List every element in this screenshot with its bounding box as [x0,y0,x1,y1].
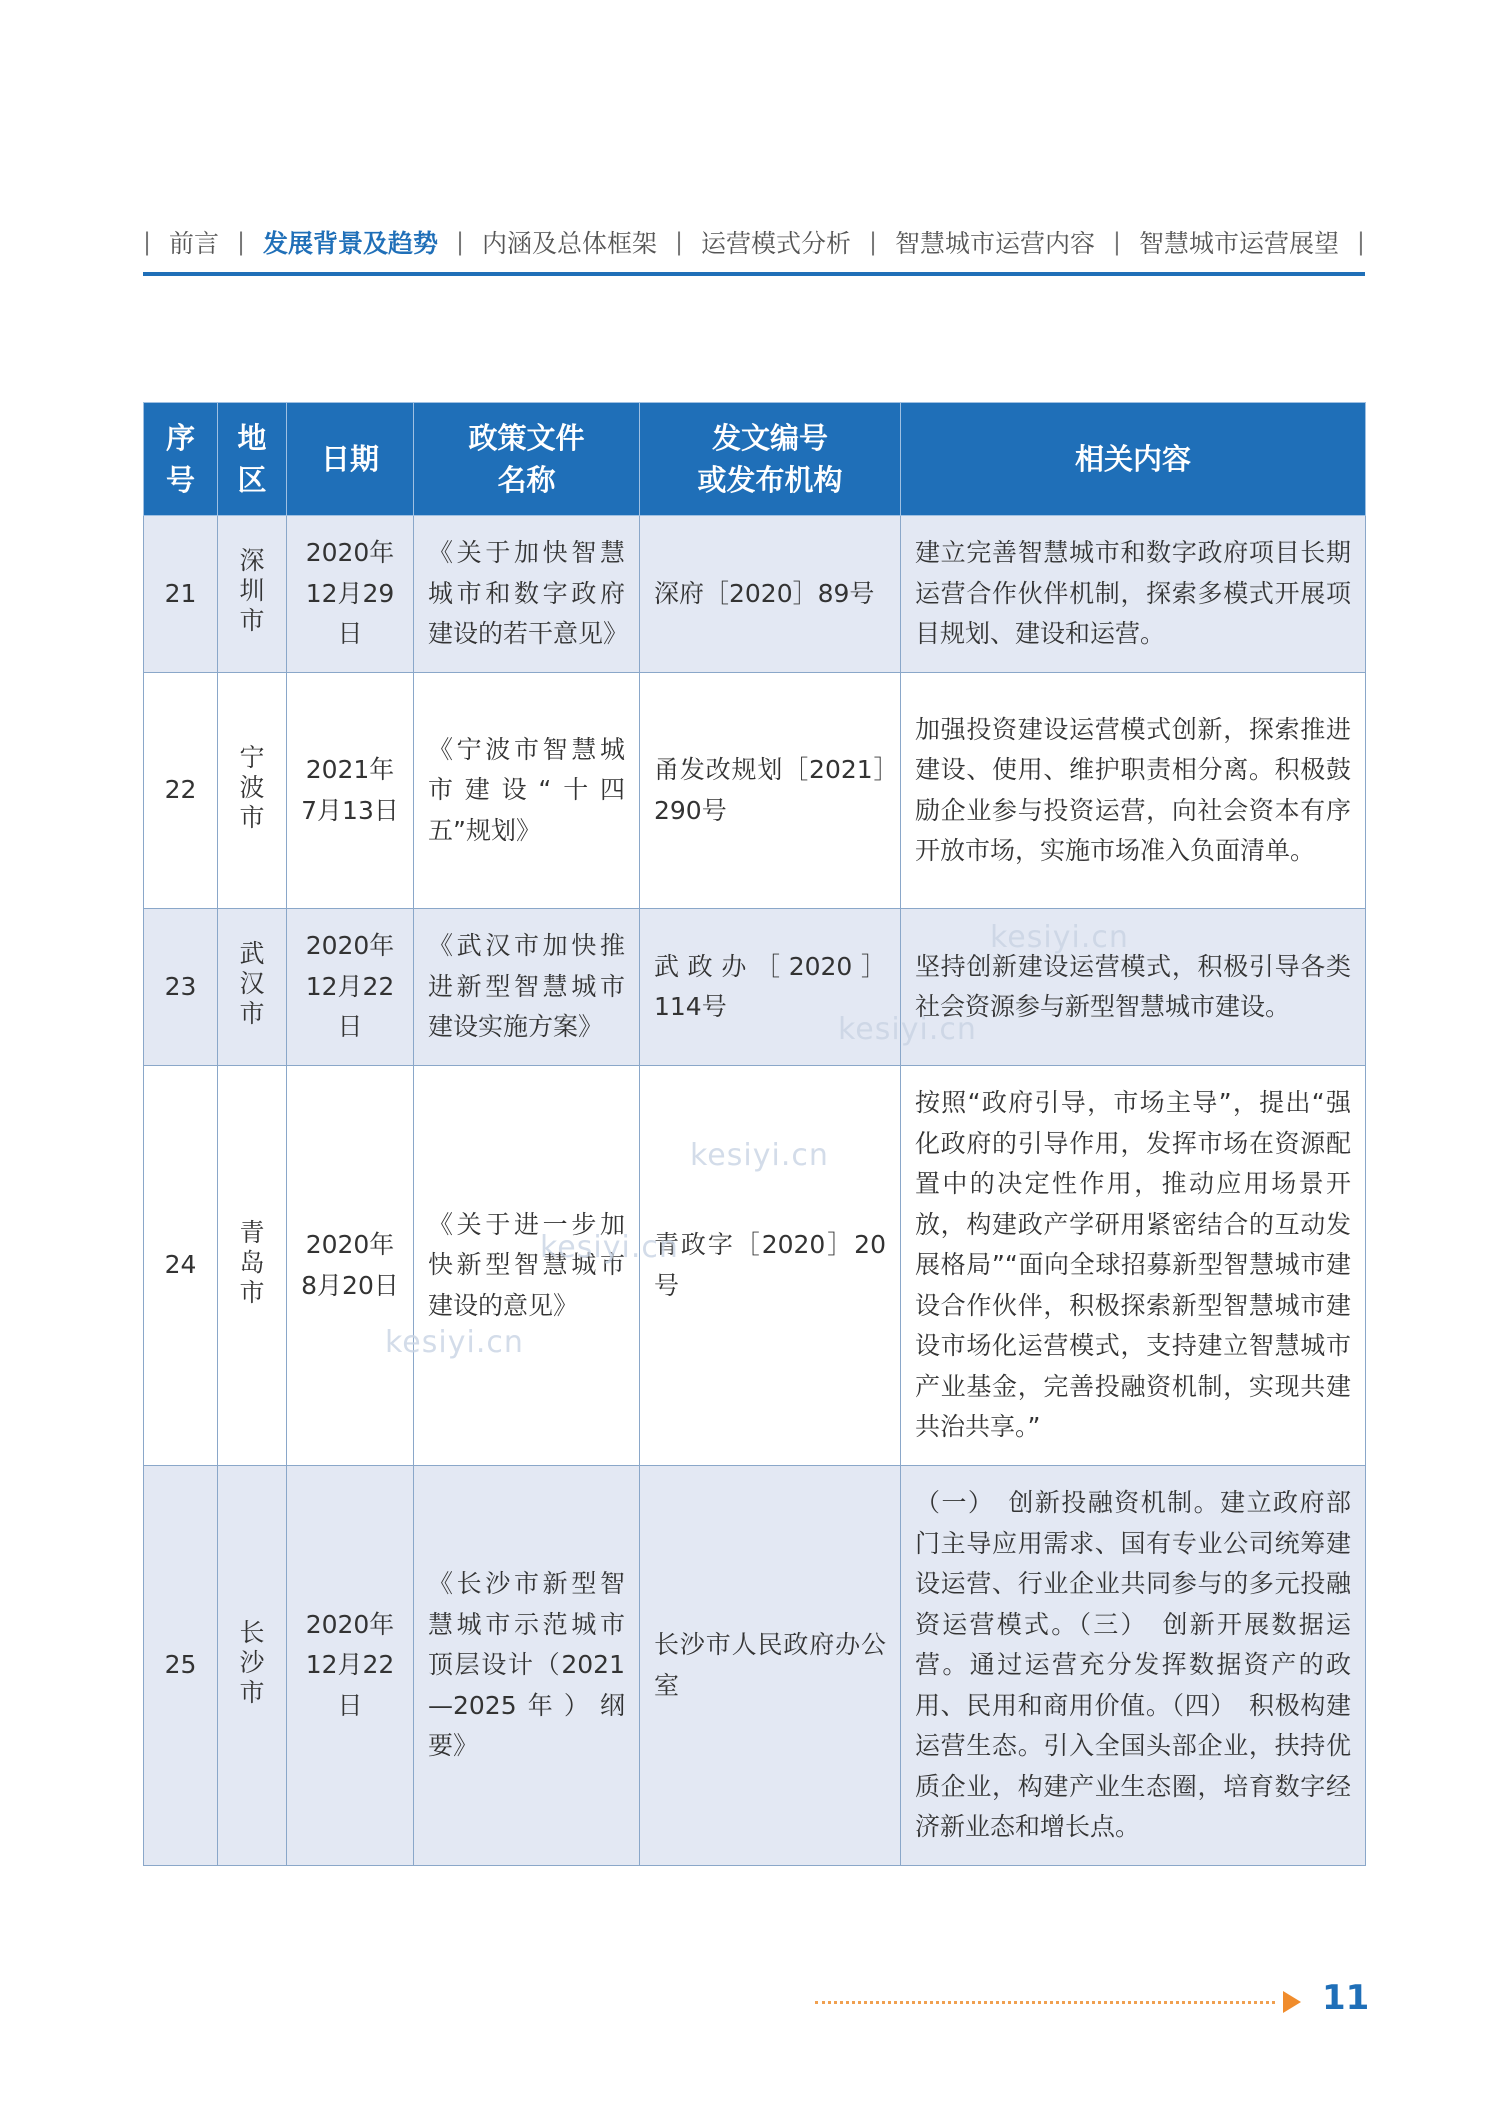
nav-separator: | [236,228,246,256]
header-date: 日期 [287,403,414,516]
cell-content: 建立完善智慧城市和数字政府项目长期运营合作伙伴机制，探索多模式开展项目规划、建设和运营。 [901,516,1366,673]
cell-date-year: 2020年 [305,1609,395,1639]
cell-date [287,909,414,1066]
watermark: kesiyi.cn [838,1012,977,1047]
nav-separator: | [868,228,878,256]
policy-table [143,402,1366,1866]
cell-doc: 《关于加快智慧城市和数字政府建设的若干意见》 [414,516,640,673]
header-num-line2: 号 [165,463,195,497]
nav-separator: | [1356,228,1365,256]
header-num-line1: 序 [165,421,195,455]
nav-item-preface[interactable]: 前言 [169,229,220,258]
table-row [144,516,1366,673]
cell-issuer: 长沙市人民政府办公室 [640,1466,901,1866]
table-row [144,909,1366,1066]
header-issuer-line2: 或发布机构 [697,463,843,497]
page-number: 11 [1322,1978,1370,2018]
nav-separator: | [143,228,152,256]
header-doc-line1: 政策文件 [468,421,585,455]
cell-num: 25 [144,1466,218,1866]
cell-date-md: 8月20日 [301,1270,399,1300]
cell-issuer: 深府［2020］89号 [640,516,901,673]
header-region-line1: 地 [237,421,267,455]
nav-item-background-trends[interactable]: 发展背景及趋势 [263,229,439,258]
nav-underline [143,272,1365,276]
cell-region [218,1066,287,1466]
header-issuer-line1: 发文编号 [711,421,828,455]
cell-content: （一） 创新投融资机制。建立政府部门主导应用需求、国有专业公司统筹建设运营、行业企业共同参与的多元投融资运营模式。（三） 创新开展数据运营。通过运营充分发挥数据资产的政用、民用和商用价值。（四） 积极构建运营生态。引入全国头部企业，扶持优质企业，构建产业生态圈，培育数字经济新业态和增长点。 [901,1466,1366,1866]
cell-date-md: 12月22日 [305,971,395,1042]
cell-date-md: 12月22日 [305,1650,395,1720]
nav-item-framework[interactable]: 内涵及总体框架 [482,229,658,258]
cell-date-year: 2021年 [305,755,395,784]
header-region [218,403,287,516]
header-issuer [640,403,901,516]
cell-date [287,516,414,673]
nav-separator: | [1112,228,1122,256]
cell-date-md: 7月13日 [301,795,399,825]
cell-doc: 《关于进一步加快新型智慧城市建设的意见》 [414,1066,640,1466]
cell-num: 22 [144,673,218,909]
cell-content: 加强投资建设运营模式创新，探索推进建设、使用、维护职责相分离。积极鼓励企业参与投资运营，向社会资本有序开放市场，实施市场准入负面清单。 [901,673,1366,909]
cell-num: 21 [144,516,218,673]
cell-region-text: 青岛市 [239,1217,265,1307]
header-doc [414,403,640,516]
watermark: kesiyi.cn [690,1138,829,1173]
cell-region-text: 武汉市 [239,939,265,1029]
cell-date [287,1466,414,1866]
nav-separator: | [455,228,465,256]
watermark: kesiyi.cn [990,920,1129,955]
nav-separator: | [674,228,684,256]
cell-date [287,673,414,909]
cell-issuer: 武政办［2020］114号 [640,909,901,1066]
cell-date-md: 12月29日 [305,578,395,649]
header-content: 相关内容 [901,403,1366,516]
nav-item-operation-content[interactable]: 智慧城市运营内容 [894,229,1095,258]
cell-doc: 《长沙市新型智慧城市示范城市顶层设计（2021—2025年）纲要》 [414,1466,640,1866]
cell-region [218,1466,287,1866]
cell-date-year: 2020年 [305,1230,395,1259]
table-header-row [144,403,1366,516]
cell-date-year: 2020年 [305,538,395,568]
cell-doc: 《宁波市智慧城市建设“十四五”规划》 [414,673,640,909]
cell-issuer: 甬发改规划［2021］290号 [640,673,901,909]
header-num [144,403,218,516]
section-nav [143,218,1365,266]
cell-region [218,909,287,1066]
cell-issuer: 青政字［2020］20号 [640,1066,901,1466]
cell-num: 24 [144,1066,218,1466]
table-row [144,1466,1366,1866]
cell-date-year: 2020年 [305,931,395,961]
cell-content: 按照“政府引导，市场主导”，提出“强化政府的引导作用，发挥市场在资源配置中的决定性作用，推动应用场景开放，构建政产学研用紧密结合的互动发展格局”“面向全球招募新型智慧城市建设合作伙伴，积极探索新型智慧城市建设市场化运营模式，支持建立智慧城市产业基金，完善投融资机制，实现共建共治共享。” [901,1066,1366,1466]
nav-item-operation-models[interactable]: 运营模式分析 [700,229,851,258]
cell-num: 23 [144,909,218,1066]
cell-region-text: 长沙市 [239,1617,265,1707]
cell-region [218,516,287,673]
cell-date [287,1066,414,1466]
watermark: kesiyi.cn [385,1325,524,1360]
watermark: kesiyi.cn [540,1230,679,1265]
cell-doc: 《武汉市加快推进新型智慧城市建设实施方案》 [414,909,640,1066]
cell-region-text: 宁波市 [239,742,265,832]
cell-region [218,673,287,909]
cell-content: 坚持创新建设运营模式，积极引导各类社会资源参与新型智慧城市建设。 [901,909,1366,1066]
cell-region-text: 深圳市 [239,546,265,636]
nav-item-outlook[interactable]: 智慧城市运营展望 [1138,229,1339,258]
footer-dotted-line [815,2001,1275,2004]
header-region-line2: 区 [237,463,267,497]
table-row [144,1066,1366,1466]
header-doc-line2: 名称 [497,463,556,497]
footer-arrow-icon [1283,1991,1301,2013]
table-row [144,673,1366,909]
